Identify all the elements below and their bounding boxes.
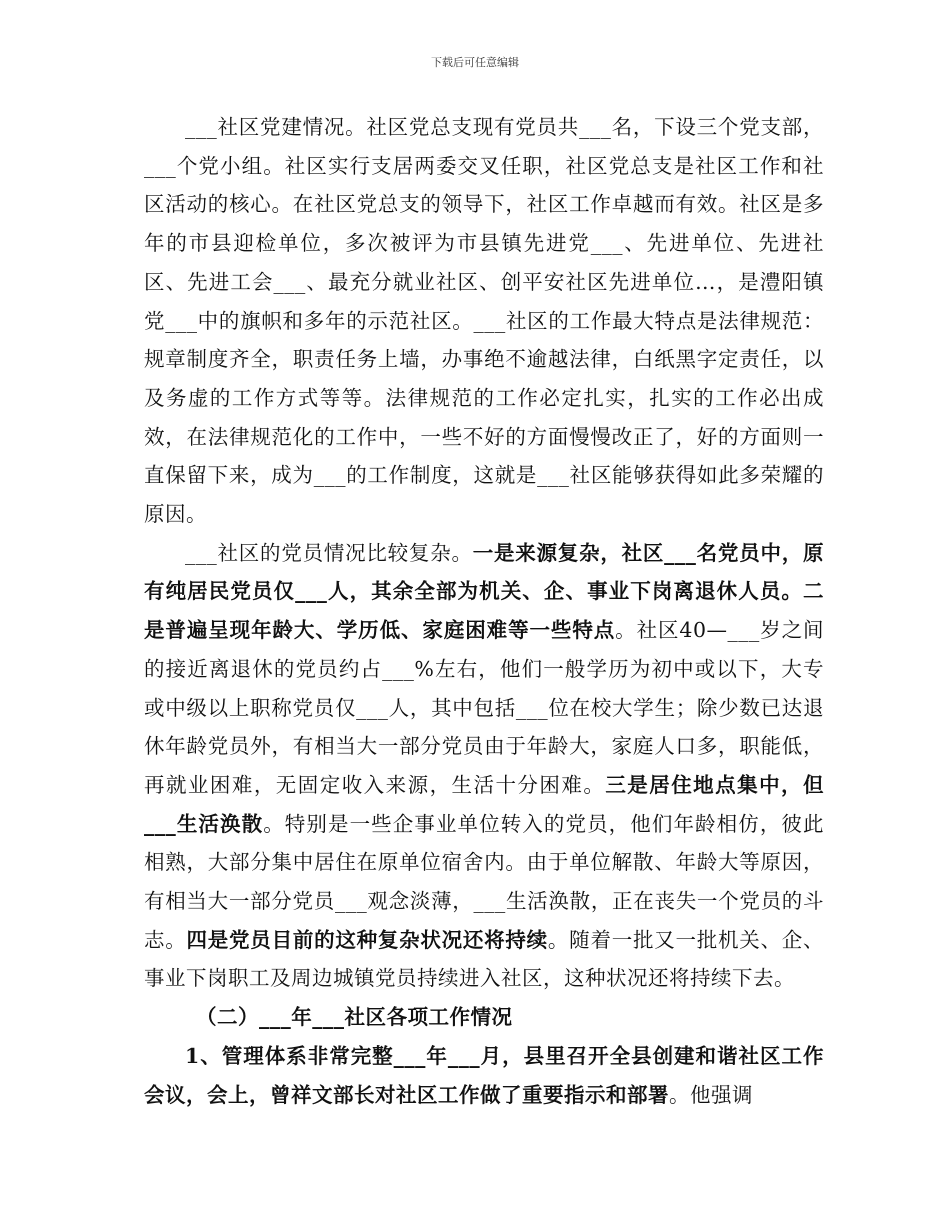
bold-sentence: 1、管理体系非常完整___年___月，县里召开全县创建和谐社区工作会议，会上，曾祥文部长对社区工作做了重要指示和部署 — [144, 1043, 824, 1107]
document-body — [144, 108, 824, 1114]
header-note: 下载后可任意编辑 — [431, 56, 519, 69]
sentence: 。随着一批又一批机关、企、事业下岗职工及周边城镇党员持续进入社区，这种状况还将持续下去。 — [144, 927, 825, 991]
paragraph-party-members — [144, 534, 824, 998]
sentence: 。他强调 — [669, 1082, 753, 1107]
section-subheading — [144, 998, 824, 1037]
bold-sentence: 四是党员目前的这种复杂状况还将持续 — [186, 927, 548, 952]
bold-sentence: 三是居住地点集中，但___生活涣散 — [144, 772, 825, 836]
sentence: 。社区40—___岁之间的接近离退休的党员约占___%左右，他们一般学历为初中或以下，大专或中级以上职称党员仅___人，其中包括___位在校大学生；除少数已达退休年龄党员外，有相当大一部分党员由于年龄大，家庭人口多，职能低，再就业困难，无固定收入来源，生活十分困难。 — [144, 618, 825, 797]
subheading-text: （二）___年___社区各项工作情况 — [196, 1005, 513, 1030]
sentence: ___社区的党员情况比较复杂。 — [185, 540, 473, 565]
paragraph-management-system — [144, 1037, 824, 1114]
bold-sentence: 一是来源复杂，社区___名党员中，原有纯居民党员仅___人，其余全部为机关、企、事业下岗离退休人员。二是普遍呈现年龄大、学历低、家庭困难等一些特点 — [144, 540, 825, 643]
paragraph-party-building: ___社区党建情况。社区党总支现有党员共___名，下设三个党支部，___个党小组。社区实行支居两委交叉任职，社区党总支是社区工作和社区活动的核心。在社区党总支的领导下，社区工作卓越而有效。社区是多年的市县迎检单位，多次被评为市县镇先进党___、先进单位、先进社区、先进工会___、最充分就业社区、创平安社区先进单位…，是澧阳镇党___中的旗帜和多年的示范社区。___社区的工作最大特点是法律规范：规章制度齐全，职责任务上墙，办事绝不逾越法律，白纸黑字定责任，以及务虚的工作方式等等。法律规范的工作必定扎实，扎实的工作必出成效，在法律规范化的工作中，一些不好的方面慢慢改正了，好的方面则一直保留下来，成为___的工作制度，这就是___社区能够获得如此多荣耀的原因。 — [144, 115, 824, 527]
sentence: 。特别是一些企事业单位转入的党员，他们年龄相仿，彼此相熟，大部分集中居住在原单位宿舍内。由于单位解散、年龄大等原因，有相当大一部分党员___观念淡薄，___生活涣散，正在丧失一个党员的斗志。 — [144, 811, 825, 952]
